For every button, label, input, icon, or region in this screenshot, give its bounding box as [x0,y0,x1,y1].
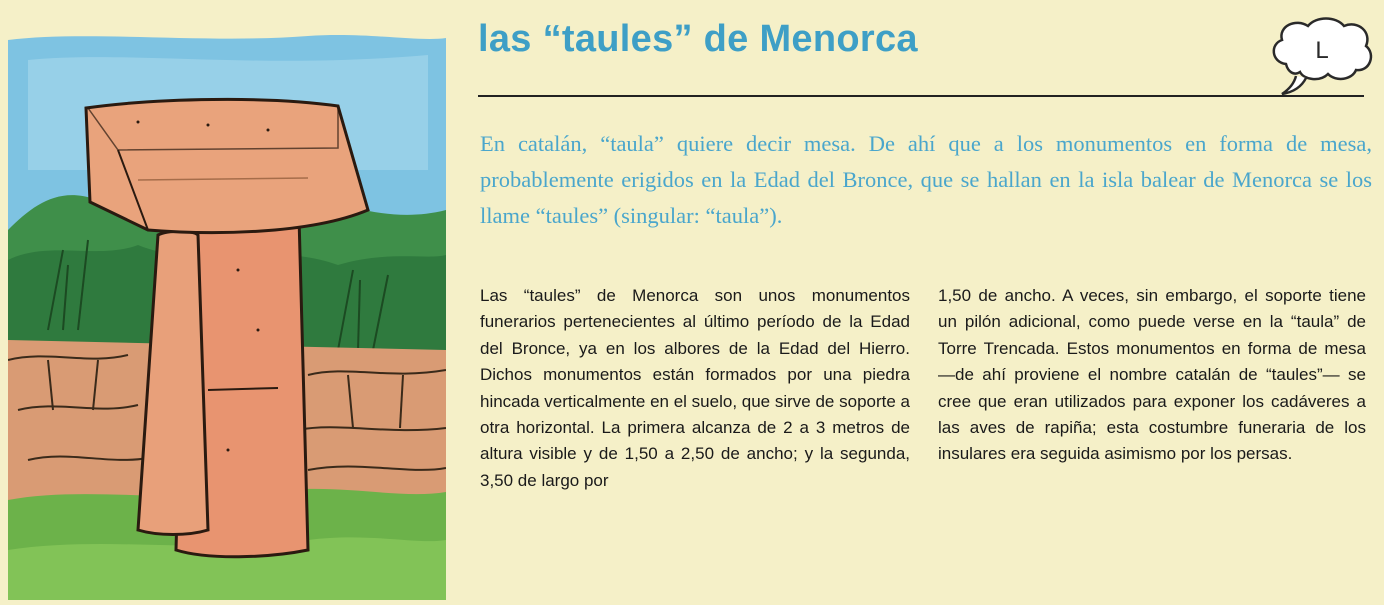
title-divider [478,95,1364,97]
taula-illustration [8,30,446,600]
speech-bubble-icon [1266,14,1376,98]
body-column-right: 1,50 de ancho. A veces, sin embargo, el soporte tiene un pilón adicional, como puede verse en la “taula” de Torre Trencada. Estos monumentos en forma de mesa —de ahí proviene el nombre catalán de “taules”— se cree que eran utilizados para exponer los cadáveres a las aves de rapiña; esta costumbre funeraria de los insulares era seguida asimismo por los persas. [938,286,1366,464]
badge-letter: L [1315,37,1329,64]
article-title: las “taules” de Menorca [478,18,918,60]
intro-paragraph: En catalán, “taula” quiere decir mesa. De ahí que a los monumentos en forma de mesa, probablemente erigidos en la Edad del Bronce, que se hallan en la isla balear de Menorca se los llame “taules” (singular: “taula”). [480,131,1372,228]
body-column-left: Las “taules” de Menorca son unos monumentos funerarios pertenecientes al último período de la Edad del Bronce, ya en los albores de la Edad del Hierro. Dichos monumentos están formados por una piedra hincada verticalmente en el suelo, que sirve de soporte a otra horizontal. La primera alcanza de 2 a 3 metros de altura visible y de 1,50 a 2,50 de ancho; y la segunda, 3,50 de largo por [480,286,910,490]
